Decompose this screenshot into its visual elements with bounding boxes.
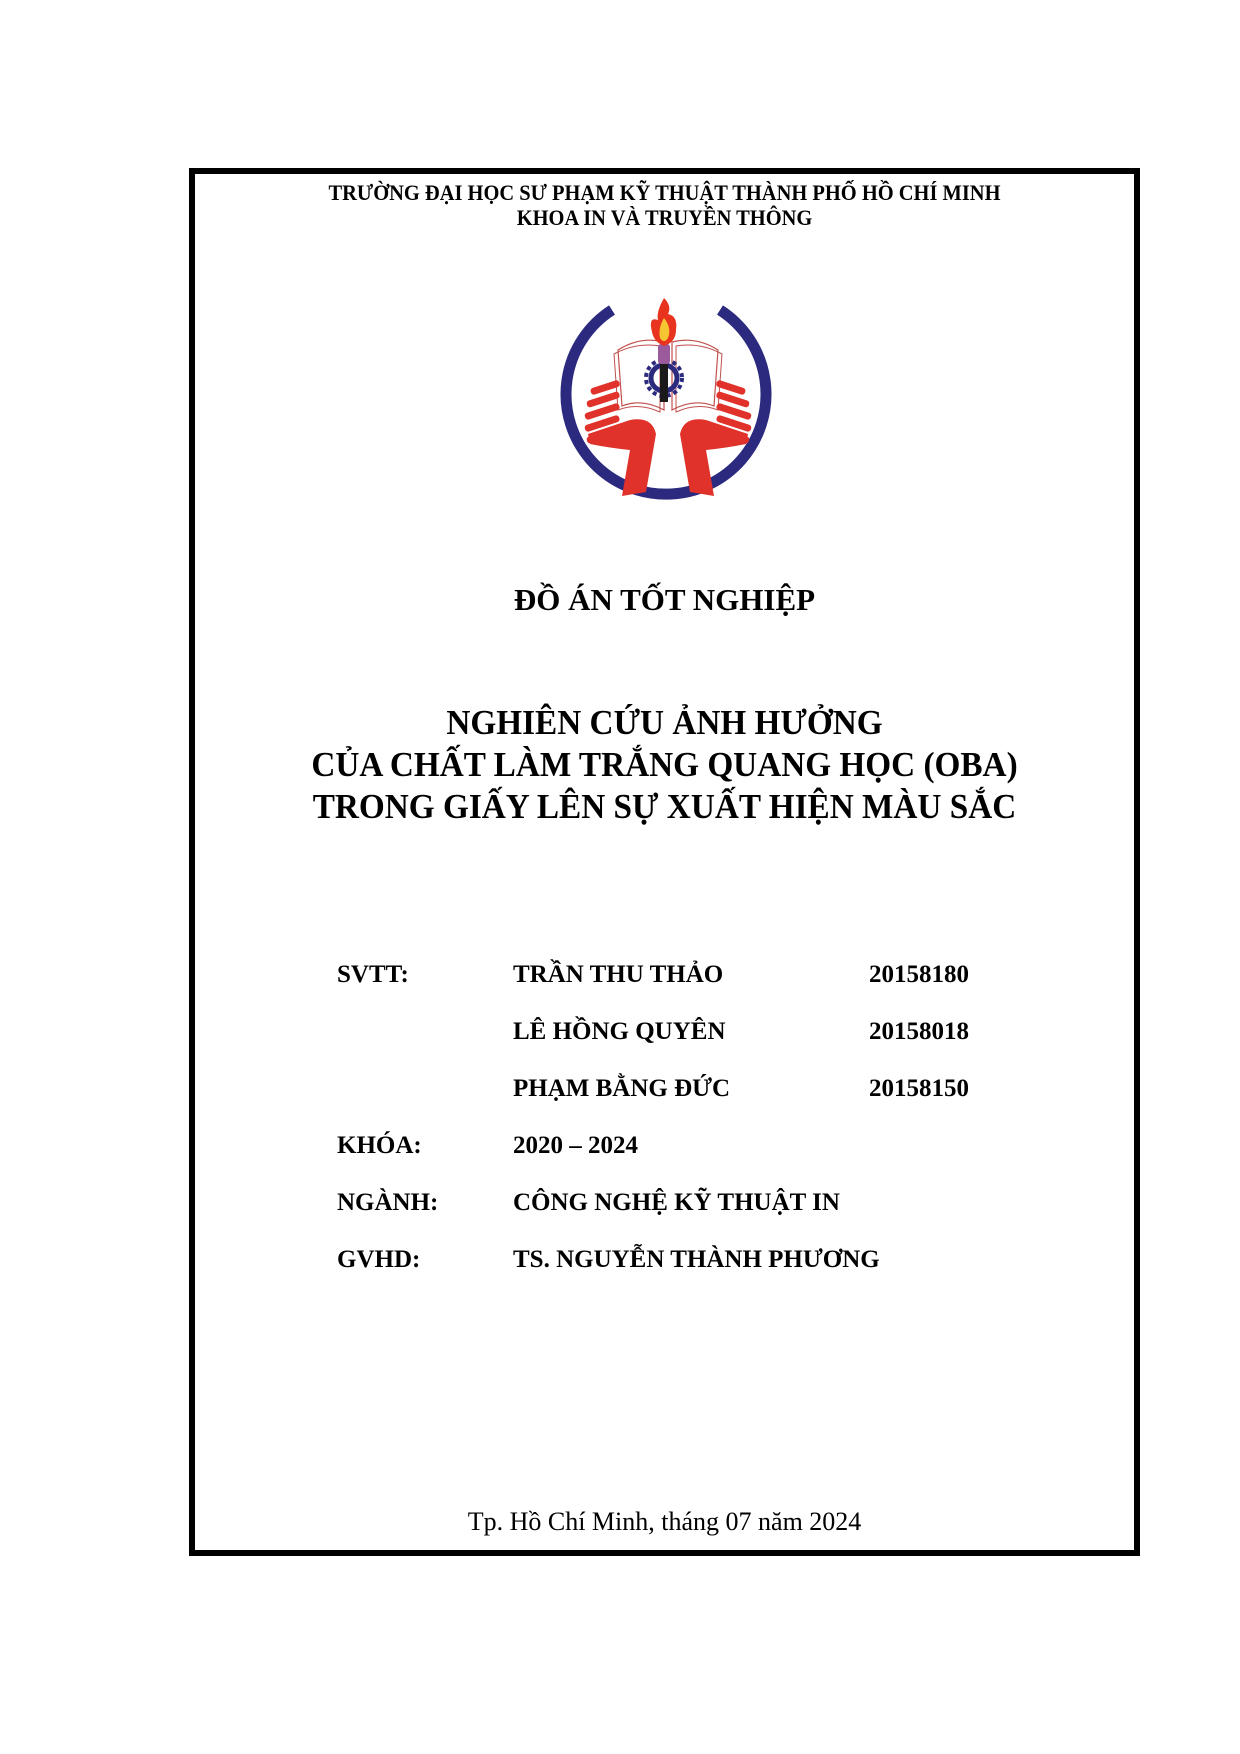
university-name: TRƯỜNG ĐẠI HỌC SƯ PHẠM KỸ THUẬT THÀNH PHỐ HỒ CHÍ MINH bbox=[328, 180, 1001, 205]
student-id: 20158150 bbox=[869, 1075, 969, 1102]
course-value: 2020 – 2024 bbox=[513, 1132, 638, 1159]
student-id: 20158180 bbox=[869, 961, 969, 988]
university-emblem-icon bbox=[560, 292, 776, 516]
advisor-value: TS. NGUYỄN THÀNH PHƯƠNG bbox=[513, 1246, 880, 1273]
place-and-date: Tp. Hồ Chí Minh, tháng 07 năm 2024 bbox=[467, 1507, 862, 1536]
thesis-title-line-1: NGHIÊN CỨU ẢNH HƯỞNG bbox=[446, 703, 883, 742]
thesis-title-line-2: CỦA CHẤT LÀM TRẮNG QUANG HỌC (OBA) bbox=[311, 745, 1018, 784]
student-id: 20158018 bbox=[869, 1018, 969, 1045]
info-row-major bbox=[0, 1188, 1240, 1228]
student-name: TRẦN THU THẢO bbox=[513, 961, 724, 988]
students-label: SVTT: bbox=[337, 961, 409, 988]
faculty-name: KHOA IN VÀ TRUYỀN THÔNG bbox=[516, 205, 813, 230]
info-row-student-1 bbox=[0, 960, 1240, 1000]
advisor-label: GVHD: bbox=[337, 1246, 421, 1273]
info-row-advisor bbox=[0, 1245, 1240, 1285]
info-row-course bbox=[0, 1131, 1240, 1171]
student-name: LÊ HỒNG QUYÊN bbox=[513, 1018, 726, 1045]
student-name: PHẠM BẰNG ĐỨC bbox=[513, 1075, 731, 1102]
thesis-title-line-3: TRONG GIẤY LÊN SỰ XUẤT HIỆN MÀU SẮC bbox=[312, 787, 1017, 826]
major-label: NGÀNH: bbox=[337, 1189, 439, 1216]
major-value: CÔNG NGHỆ KỸ THUẬT IN bbox=[513, 1189, 840, 1216]
info-row-student-3 bbox=[0, 1074, 1240, 1114]
info-row-student-2 bbox=[0, 1017, 1240, 1057]
document-type: ĐỒ ÁN TỐT NGHIỆP bbox=[513, 582, 816, 617]
course-label: KHÓA: bbox=[337, 1132, 422, 1159]
